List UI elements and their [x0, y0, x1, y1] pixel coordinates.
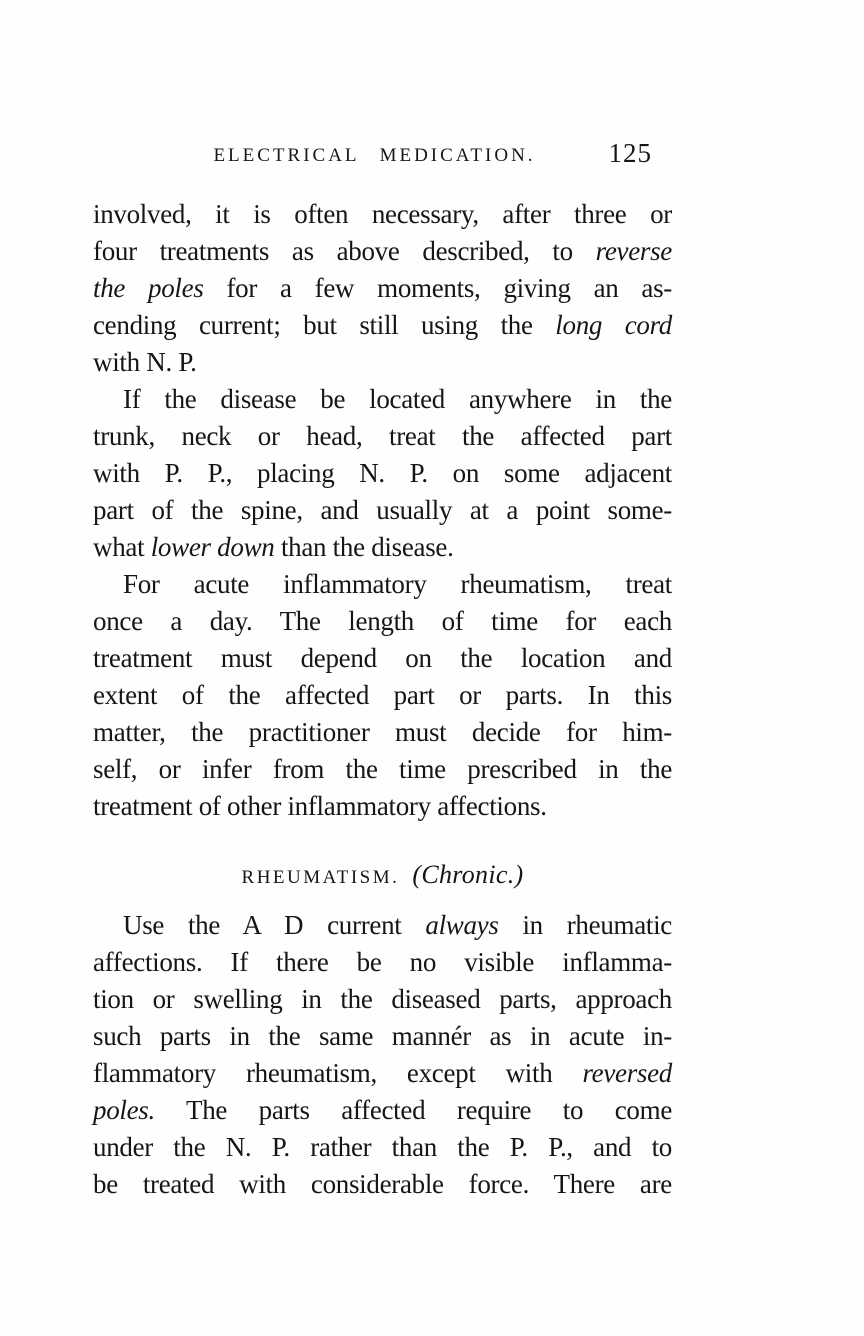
text-line [93, 640, 672, 677]
text-segment: treatment must depend on the location and [93, 643, 672, 673]
text-segment: under the N. P. rather than the P. P., and to [93, 1132, 672, 1162]
italic-text-segment: reverse [595, 236, 672, 266]
text-line [93, 1092, 672, 1129]
paragraph [93, 381, 672, 566]
text-line [93, 907, 672, 944]
italic-text-segment: the poles [93, 273, 204, 303]
text-line [93, 566, 672, 603]
paragraph [93, 566, 672, 825]
italic-text-segment: poles. [93, 1095, 155, 1125]
text-segment: in rheumatic [498, 910, 672, 940]
text-segment: for a few moments, giving an as- [203, 273, 672, 303]
text-line [93, 529, 672, 566]
text-line [93, 492, 672, 529]
section-heading [93, 859, 672, 889]
italic-text-segment: always [425, 910, 499, 940]
page-number: 125 [608, 138, 652, 168]
text-line [93, 981, 672, 1018]
text-segment: matter, the practitioner must decide for him- [93, 717, 672, 747]
text-segment: For acute inflammatory rheumatism, treat [123, 569, 672, 599]
text-line [93, 418, 672, 455]
text-line [93, 788, 672, 825]
text-line [93, 344, 672, 381]
text-segment: cending current; but still using the [93, 310, 556, 340]
text-line [93, 233, 672, 270]
text-segment: with N. P. [93, 347, 197, 377]
text-segment: involved, it is often necessary, after three or [93, 199, 672, 229]
text-line [93, 751, 672, 788]
text-segment: treatment of other inflammatory affections. [93, 791, 547, 821]
text-line [93, 307, 672, 344]
text-line [93, 381, 672, 418]
section-heading-italic: (Chronic.) [412, 860, 524, 889]
text-line [93, 196, 672, 233]
text-segment: with P. P., placing N. P. on some adjacent [93, 458, 672, 488]
text-segment: trunk, neck or head, treat the affected part [93, 421, 672, 451]
italic-text-segment: long cord [555, 310, 672, 340]
italic-text-segment: reversed [582, 1058, 672, 1088]
text-line [93, 714, 672, 751]
text-line [93, 270, 672, 307]
text-segment: extent of the affected part or parts. In this [93, 680, 672, 710]
text-segment: self, or infer from the time prescribed in the [93, 754, 672, 784]
text-line [93, 1018, 672, 1055]
text-line [93, 603, 672, 640]
text-segment: what [93, 532, 151, 562]
page-text-body [93, 196, 672, 1203]
text-segment: four treatments as above described, to [93, 236, 596, 266]
text-segment: If the disease be located anywhere in the [123, 384, 672, 414]
text-segment: The parts affected require to come [154, 1095, 672, 1125]
text-segment: affections. If there be no visible inflamma- [93, 947, 672, 977]
text-line [93, 944, 672, 981]
text-line [93, 1129, 672, 1166]
text-segment: than the disease. [274, 532, 454, 562]
section-heading-caps: RHEUMATISM. [241, 867, 400, 888]
text-line [93, 677, 672, 714]
paragraph [93, 907, 672, 1203]
text-line [93, 455, 672, 492]
text-line [93, 1055, 672, 1092]
italic-text-segment: lower down [150, 532, 275, 562]
text-segment: tion or swelling in the diseased parts, approach [93, 984, 672, 1014]
text-segment: be treated with considerable force. There are [93, 1169, 672, 1199]
text-segment: part of the spine, and usually at a point some- [93, 495, 672, 525]
running-header-title: ELECTRICAL MEDICATION. [213, 145, 536, 166]
text-line [93, 1166, 672, 1203]
text-segment: once a day. The length of time for each [93, 606, 672, 636]
text-segment: such parts in the same mannér as in acute in- [93, 1021, 672, 1051]
paragraph [93, 196, 672, 381]
text-segment: flammatory rheumatism, except with [93, 1058, 583, 1088]
page-header [93, 138, 672, 174]
text-segment: Use the A D current [123, 910, 426, 940]
